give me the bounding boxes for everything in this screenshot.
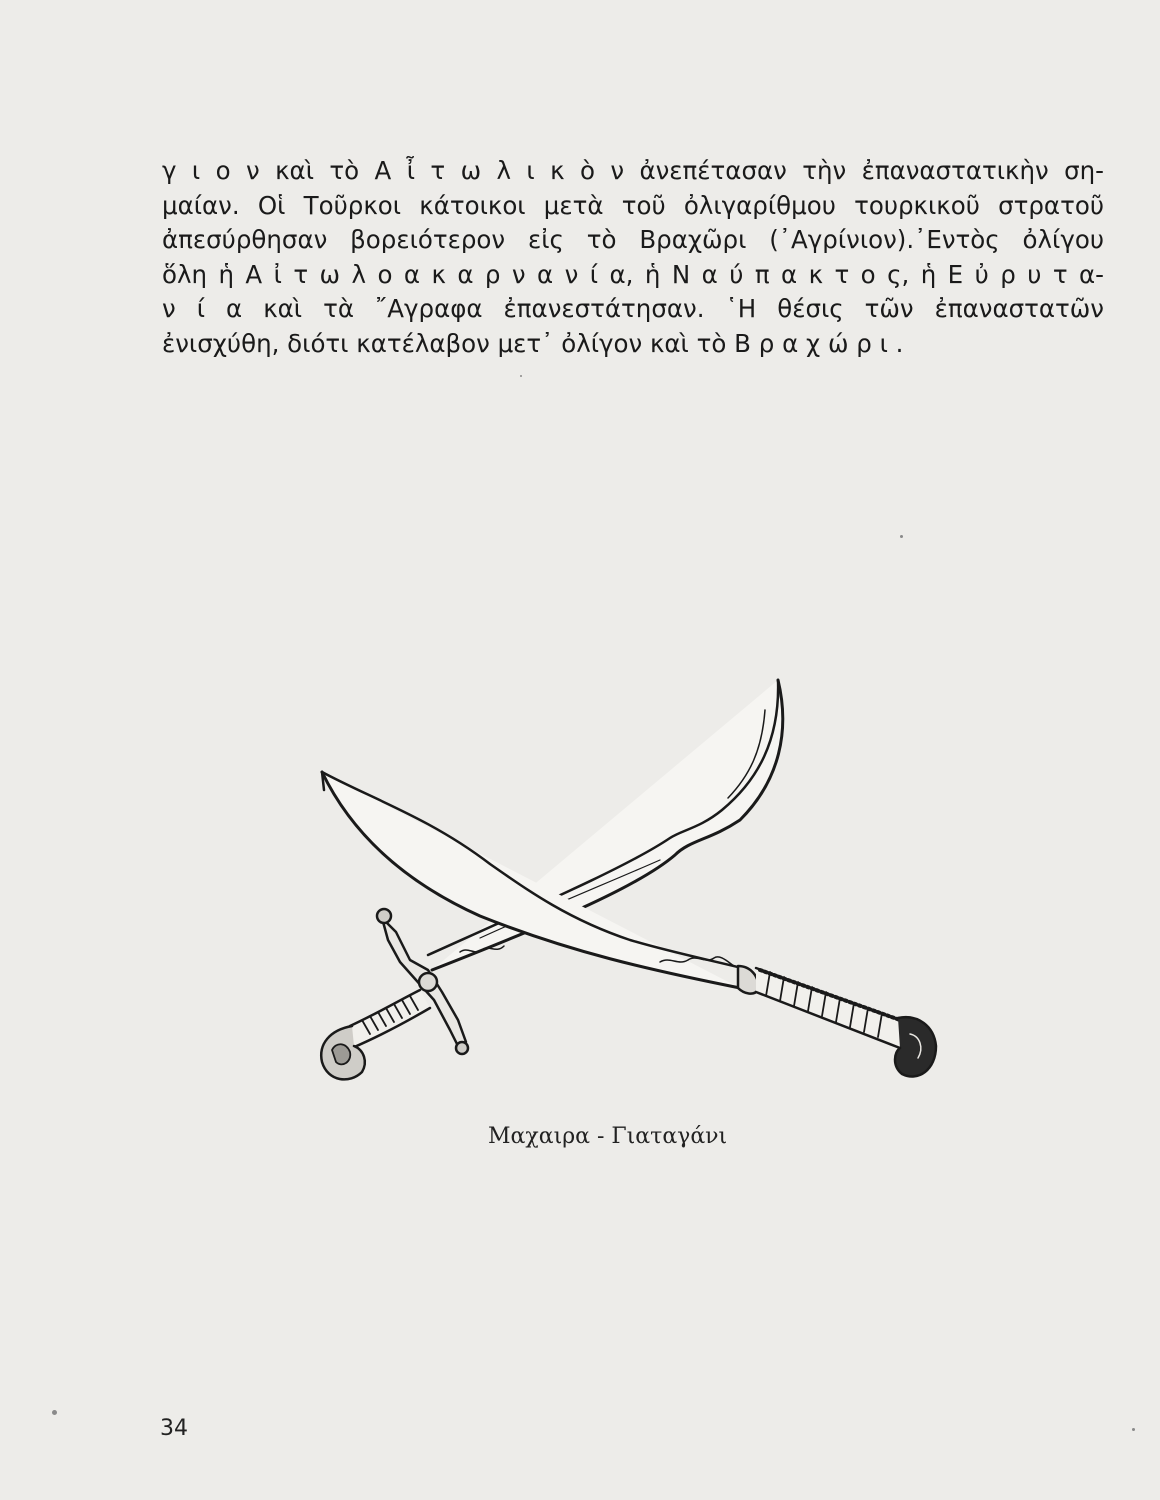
body-text <box>162 154 1104 361</box>
figure-caption: Μαχαιρα - Γιαταγάνι <box>488 1124 728 1149</box>
text-line: ὅλη ἡ Α ἰ τ ω λ ο α κ α ρ ν α ν ί α, ἡ Ν α ύ π α κ τ ο ς, ἡ Ε ὐ ρ υ τ α- <box>162 259 1104 289</box>
page-number: 34 <box>160 1416 188 1441</box>
crossed-swords-icon <box>310 670 950 1110</box>
paper-speck <box>1132 1428 1135 1431</box>
crossed-swords-illustration <box>310 670 950 1110</box>
sabre-sword <box>321 680 783 1079</box>
text-line: ἀπεσύρθησαν βορειότερον εἰς τὸ Βραχῶρι (᾿Αγρίνιον).᾿Εντὸς ὀλίγου <box>162 225 1104 254</box>
text-line: μαίαν. Οἱ Τοῦρκοι κάτοικοι μετὰ τοῦ ὀλιγαρίθμου τουρκικοῦ στρατοῦ <box>162 190 1104 220</box>
text-line: ἐνισχύθη, διότι κατέλαβον μετ᾿ ὀλίγον καὶ τὸ Β ρ α χ ώ ρ ι . <box>162 328 904 358</box>
paper-speck <box>900 535 903 538</box>
text-line: ν ί α καὶ τὰ ῎Αγραφα ἐπανεστάτησαν. ῾Η θέσις τῶν ἐπαναστατῶν <box>162 294 1104 323</box>
paper-speck <box>52 1410 57 1415</box>
text-line: γ ι ο ν καὶ τὸ Α ἶ τ ω λ ι κ ὸ ν ἀνεπέτασαν τὴν ἐπαναστατικὴν ση- <box>162 156 1104 185</box>
paper-speck <box>520 375 522 377</box>
